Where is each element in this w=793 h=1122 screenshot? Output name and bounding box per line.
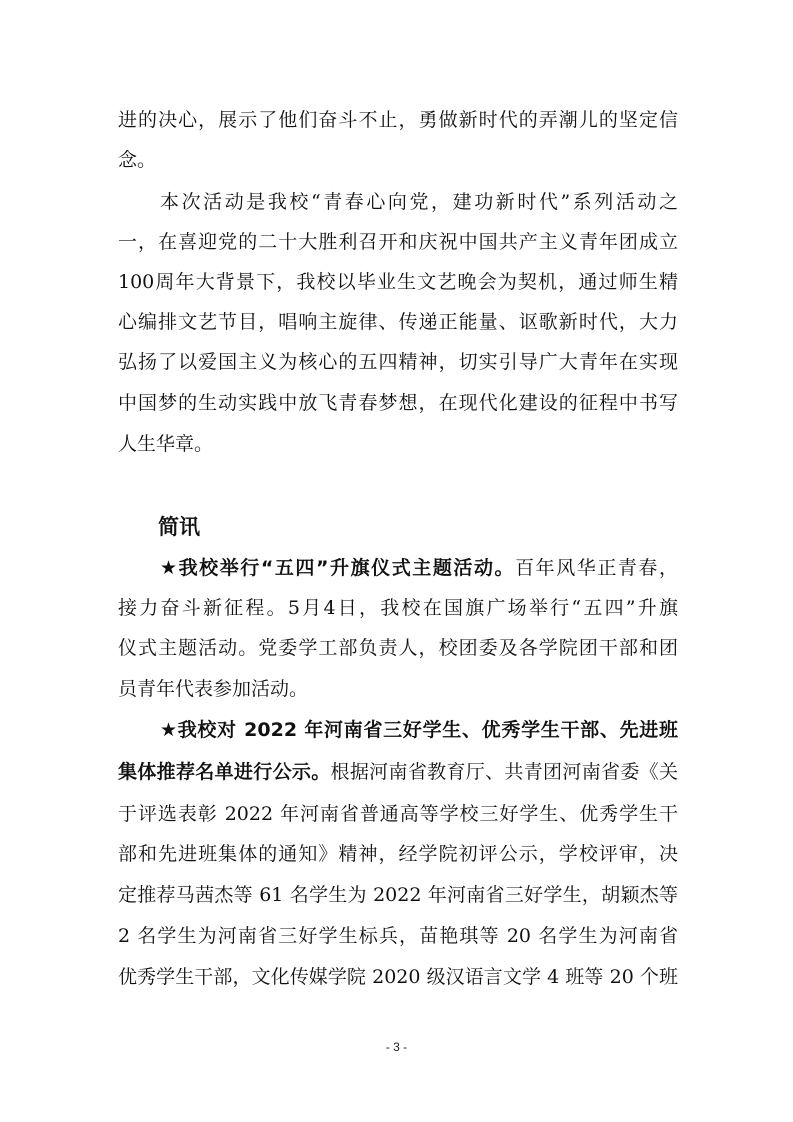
news2-line: 2 名学生为河南省三好学生标兵，苗艳琪等 20 名学生为河南省 (118, 925, 678, 947)
para2-line: 本次活动是我校“青春心向党，建功新时代”系列活动之 (160, 191, 678, 213)
para2-line: 弘扬了以爱国主义为核心的五四精神，切实引导广大青年在实现 (118, 351, 678, 373)
section-title: 简讯 (158, 515, 200, 539)
news1-headline: ★我校举行“五四”升旗仪式主题活动。 (160, 557, 516, 579)
news1-line: 接力奋斗新征程。5月4日，我校在国旗广场举行“五四”升旗 (118, 597, 678, 619)
para2-line: 中国梦的生动实践中放飞青春梦想，在现代化建设的征程中书写 (118, 392, 678, 414)
news2-line: 于评选表彰 2022 年河南省普通高等学校三好学生、优秀学生干 (118, 803, 678, 825)
para1-line: 念。 (118, 149, 157, 171)
page-number: - 3 - (385, 1040, 408, 1054)
news1-line: 员青年代表参加活动。 (118, 678, 309, 700)
news2-line: 定推荐马茜杰等 61 名学生为 2022 年河南省三好学生，胡颖杰等 (118, 884, 678, 906)
para1-line: 进的决心，展示了他们奋斗不止，勇做新时代的弄潮儿的坚定信 (118, 109, 678, 131)
para2-line: 人生华章。 (118, 433, 214, 455)
news2-line: 优秀学生干部，文化传媒学院 2020 级汉语言文学 4 班等 20 个班 (118, 966, 678, 988)
news2-line (118, 760, 678, 784)
news1-line (160, 556, 678, 580)
news2-headline: ★我校对 2022 年河南省三好学生、优秀学生干部、先进班 (160, 719, 678, 741)
para2-line: 100周年大背景下，我校以毕业生文艺晚会为契机，通过师生精 (118, 271, 678, 293)
news1-line: 仪式主题活动。党委学工部负责人，校团委及各学院团干部和团 (118, 637, 678, 659)
news1-text: 百年风华正青春， (515, 557, 678, 579)
news2-text: 根据河南省教育厅、共青团河南省委《关 (330, 761, 678, 783)
para2-line: 心编排文艺节目，唱响主旋律、传递正能量、讴歌新时代，大力 (118, 311, 678, 333)
news2-line: 部和先进班集体的通知》精神，经学院初评公示，学校评审，决 (118, 843, 678, 865)
para2-line: 一，在喜迎党的二十大胜利召开和庆祝中国共产主义青年团成立 (118, 231, 678, 253)
news2-headline-cont: 集体推荐名单进行公示。 (118, 761, 331, 783)
